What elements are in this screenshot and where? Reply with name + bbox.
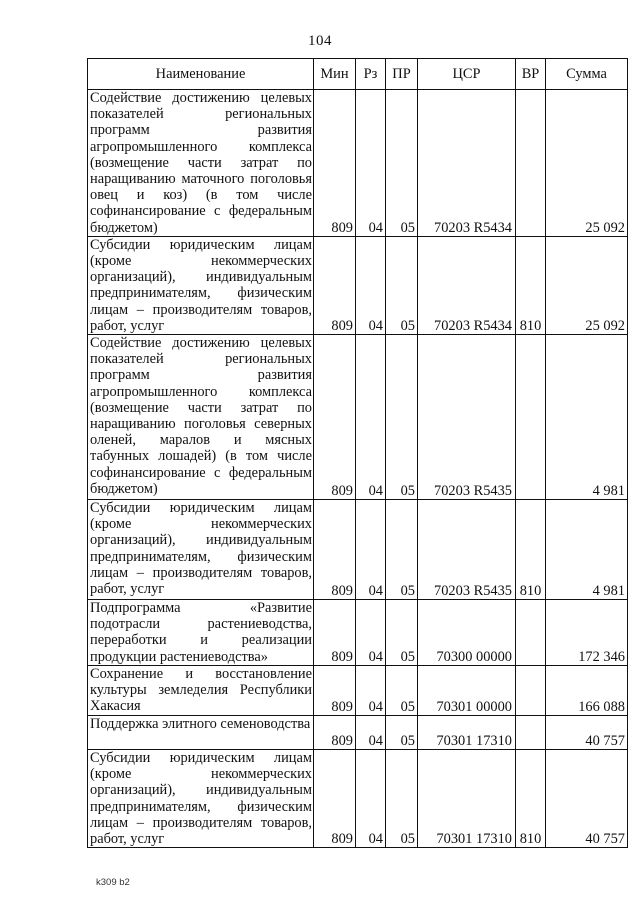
row-pr: 05 xyxy=(386,716,418,750)
page-number: 104 xyxy=(308,33,332,49)
row-sum: 40 757 xyxy=(546,716,628,750)
row-rz: 04 xyxy=(356,500,386,600)
row-csr: 70203 R5434 xyxy=(418,236,516,334)
row-rz: 04 xyxy=(356,600,386,666)
row-sum: 4 981 xyxy=(546,500,628,600)
row-min: 809 xyxy=(314,716,356,750)
row-pr: 05 xyxy=(386,335,418,500)
table-row xyxy=(88,600,628,666)
table-row xyxy=(88,335,628,500)
row-min: 809 xyxy=(314,666,356,716)
row-vr xyxy=(516,666,546,716)
row-name: Субсидии юридическим лицам (кроме некоммерческих организаций), индивидуальным предпринимателям, физическим лицам – производителям товаров, работ, услуг xyxy=(88,750,314,848)
row-name: Сохранение и восстановление культуры земледелия Республики Хакасия xyxy=(88,666,314,716)
row-pr: 05 xyxy=(386,750,418,848)
row-pr: 05 xyxy=(386,500,418,600)
row-csr: 70203 R5435 xyxy=(418,500,516,600)
row-vr: 810 xyxy=(516,750,546,848)
budget-table xyxy=(87,58,628,848)
row-min: 809 xyxy=(314,600,356,666)
row-sum: 172 346 xyxy=(546,600,628,666)
row-name: Субсидии юридическим лицам (кроме некоммерческих организаций), индивидуальным предпринимателям, физическим лицам – производителям товаров, работ, услуг xyxy=(88,500,314,600)
row-min: 809 xyxy=(314,236,356,334)
row-csr: 70203 R5434 xyxy=(418,90,516,237)
table-header-row xyxy=(88,59,628,90)
header-name: Наименование xyxy=(88,59,314,90)
row-sum: 25 092 xyxy=(546,90,628,237)
row-min: 809 xyxy=(314,335,356,500)
row-rz: 04 xyxy=(356,335,386,500)
row-min: 809 xyxy=(314,750,356,848)
row-vr: 810 xyxy=(516,236,546,334)
table-row xyxy=(88,236,628,334)
table-row xyxy=(88,90,628,237)
header-rz: Рз xyxy=(356,59,386,90)
row-rz: 04 xyxy=(356,716,386,750)
row-name: Поддержка элитного семеноводства xyxy=(88,716,314,750)
row-vr xyxy=(516,335,546,500)
header-csr: ЦСР xyxy=(418,59,516,90)
row-rz: 04 xyxy=(356,236,386,334)
row-sum: 40 757 xyxy=(546,750,628,848)
row-rz: 04 xyxy=(356,90,386,237)
row-sum: 166 088 xyxy=(546,666,628,716)
row-vr xyxy=(516,600,546,666)
row-csr: 70301 17310 xyxy=(418,750,516,848)
header-sum: Сумма xyxy=(546,59,628,90)
row-csr: 70301 00000 xyxy=(418,666,516,716)
row-csr: 70301 17310 xyxy=(418,716,516,750)
row-name: Содействие достижению целевых показателей региональных программ развития агропромышленного комплекса (возмещение части затрат по наращиванию поголовья северных оленей, маралов и мясных табунных лошадей) (в том числе софинансирование с федеральным бюджетом) xyxy=(88,335,314,500)
header-min: Мин xyxy=(314,59,356,90)
row-name: Содействие достижению целевых показателей региональных программ развития агропромышленного комплекса (возмещение части затрат по наращиванию маточного поголовья овец и коз) (в том числе софинансирование с федеральным бюджетом) xyxy=(88,90,314,237)
row-vr xyxy=(516,716,546,750)
row-pr: 05 xyxy=(386,90,418,237)
row-min: 809 xyxy=(314,500,356,600)
row-pr: 05 xyxy=(386,666,418,716)
row-name: Подпрограмма «Развитие подотрасли растениеводства, переработки и реализации продукции растениеводства» xyxy=(88,600,314,666)
row-csr: 70203 R5435 xyxy=(418,335,516,500)
row-rz: 04 xyxy=(356,666,386,716)
row-vr: 810 xyxy=(516,500,546,600)
row-name: Субсидии юридическим лицам (кроме некоммерческих организаций), индивидуальным предпринимателям, физическим лицам – производителям товаров, работ, услуг xyxy=(88,236,314,334)
header-vr: ВР xyxy=(516,59,546,90)
row-pr: 05 xyxy=(386,236,418,334)
table-row xyxy=(88,500,628,600)
header-pr: ПР xyxy=(386,59,418,90)
footer-code: k309 b2 xyxy=(96,877,130,888)
row-sum: 25 092 xyxy=(546,236,628,334)
row-sum: 4 981 xyxy=(546,335,628,500)
table-row xyxy=(88,716,628,750)
table-row xyxy=(88,666,628,716)
row-min: 809 xyxy=(314,90,356,237)
table-row xyxy=(88,750,628,848)
row-rz: 04 xyxy=(356,750,386,848)
row-csr: 70300 00000 xyxy=(418,600,516,666)
row-pr: 05 xyxy=(386,600,418,666)
row-vr xyxy=(516,90,546,237)
